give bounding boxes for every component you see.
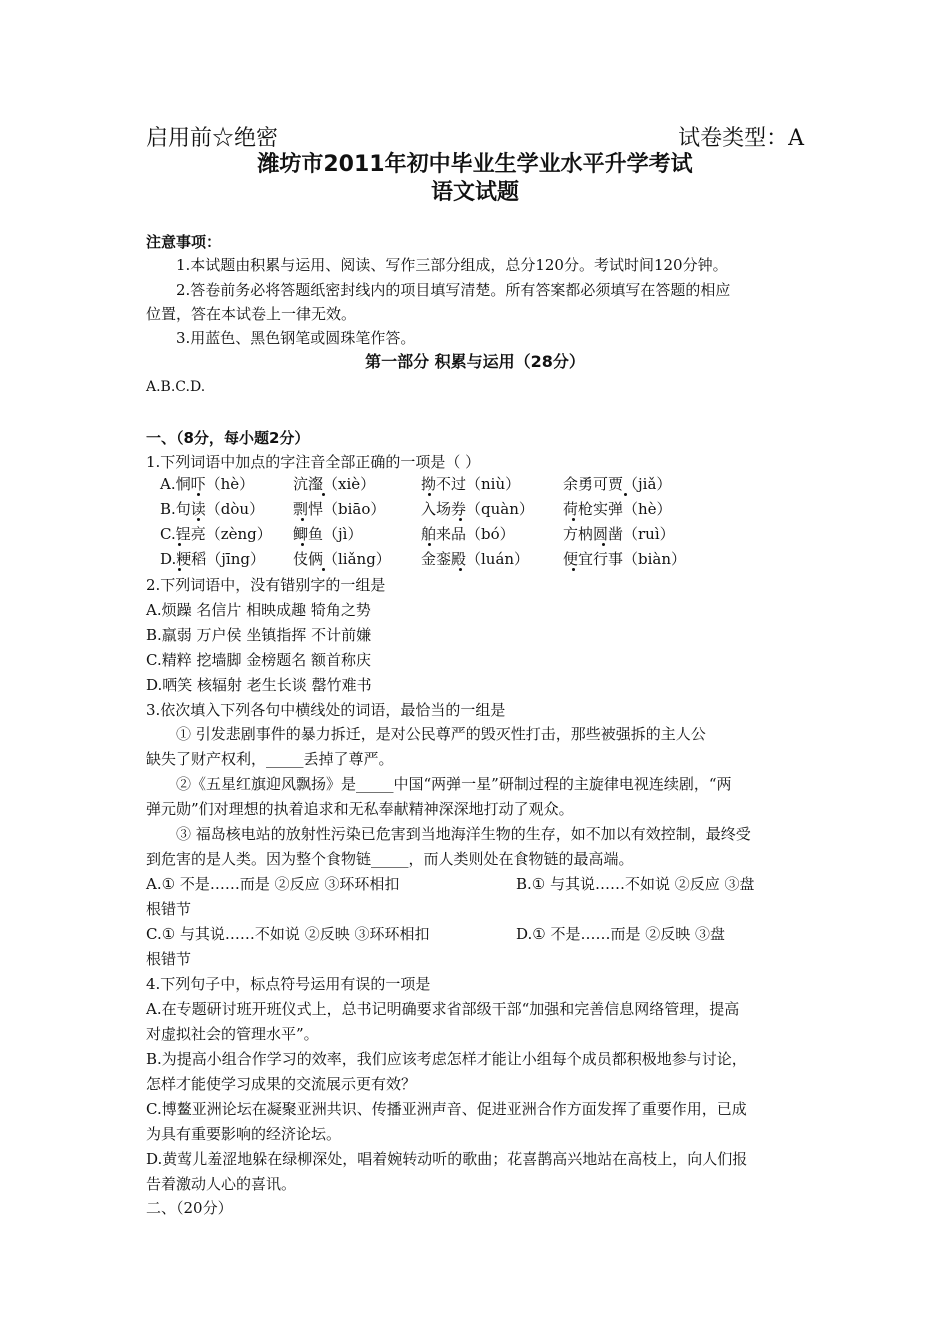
- q3-option: A.① 不是……而是 ②反应 ③环环相扣: [146, 875, 400, 893]
- q2-stem: 2.下列词语中，没有错别字的一组是: [146, 576, 386, 594]
- q1-option-cell: 金銮殿（luán）: [421, 550, 530, 568]
- emphasis-dot: [301, 518, 304, 521]
- q1-option-cell: 舶来品（bó）: [421, 525, 515, 543]
- emphasis-dot: [459, 518, 462, 521]
- q4-option: 怎样才能使学习成果的交流展示更有效？: [146, 1075, 417, 1093]
- confidential-label: 启用前☆绝密: [146, 126, 279, 151]
- notice-item: 2.答卷前务必将答题纸密封线内的项目填写清楚。所有答案都必须填写在答题的相应: [176, 281, 731, 299]
- q4-option: B.为提高小组合作学习的效率，我们应该考虑怎样才能让小组每个成员都积极地参与讨论，: [146, 1050, 747, 1068]
- emphasis-dot: [459, 568, 462, 571]
- emphasis-dot: [428, 543, 431, 546]
- q1-option-cell: 鲫鱼（jì）: [293, 525, 363, 543]
- q3-option: D.① 不是……而是 ②反映 ③盘: [516, 925, 726, 943]
- emphasis-dot: [197, 493, 200, 496]
- q2-option: B.羸弱 万户侯 坐镇指挥 不计前嫌: [146, 626, 372, 644]
- emphasis-dot: [602, 543, 605, 546]
- q1-option-cell: 方枘圆凿（ruì）: [563, 525, 675, 543]
- emphasis-dot: [572, 518, 575, 521]
- q2-option: D.哂笑 核辐射 老生长谈 罄竹难书: [146, 676, 372, 694]
- q4-option: D.黄莺儿羞涩地躲在绿柳深处，唱着婉转动听的歌曲；花喜鹊高兴地站在高枝上，向人们报: [146, 1150, 748, 1168]
- q1-option-cell: 拗不过（niù）: [421, 475, 521, 493]
- section1-heading: 一、（8分，每小题2分）: [146, 429, 310, 447]
- emphasis-dot: [428, 493, 431, 496]
- emphasis-dot: [322, 493, 325, 496]
- q1-option-cell: 沆瀣（xiè）: [293, 475, 376, 493]
- q1-option-cell: 荷枪实弹（hè）: [563, 500, 672, 518]
- emphasis-dot: [572, 568, 575, 571]
- q4-option: 对虚拟社会的管理水平”。: [146, 1025, 319, 1043]
- q3-option: 根错节: [146, 900, 192, 918]
- q1-option-cell: 伎俩（liǎng）: [293, 550, 391, 568]
- q1-option-cell: A.恫吓（hè）: [160, 475, 255, 493]
- q4-option: A.在专题研讨班开班仪式上，总书记明确要求省部级干部“加强和完善信息网络管理，提高: [146, 1000, 740, 1018]
- q1-option-cell: 剽悍（biāo）: [293, 500, 386, 518]
- q3-sentence: 缺失了财产权利，_____丢掉了尊严。: [146, 750, 394, 768]
- part1-title: 第一部分 积累与运用（28分）: [365, 352, 585, 371]
- q3-sentence: ③ 福岛核电站的放射性污染已危害到当地海洋生物的生存，如不加以有效控制，最终受: [176, 825, 751, 843]
- q1-option-cell: C.锃亮（zèng）: [160, 525, 272, 543]
- emphasis-dot: [197, 518, 200, 521]
- notice-heading: 注意事项：: [146, 233, 222, 251]
- emphasis-dot: [178, 543, 181, 546]
- answer-line: A.B.C.D.: [146, 379, 206, 395]
- emphasis-dot: [301, 543, 304, 546]
- section2-heading: 二、（20分）: [146, 1199, 233, 1217]
- q1-option-cell: 便宜行事（biàn）: [563, 550, 687, 568]
- q3-sentence: ②《五星红旗迎风飘扬》是_____中国“两弹一星”研制过程的主旋律电视连续剧，“两: [176, 775, 732, 793]
- exam-subtitle: 语文试题: [430, 180, 519, 205]
- emphasis-dot: [624, 493, 627, 496]
- notice-item: 1.本试题由积累与运用、阅读、写作三部分组成，总分120分。考试时间120分钟。: [176, 256, 728, 274]
- q3-option: 根错节: [146, 950, 192, 968]
- q4-option: 为具有重要影响的经济论坛。: [146, 1125, 342, 1143]
- q4-option: 告着激动人心的喜讯。: [146, 1175, 297, 1193]
- q4-stem: 4.下列句子中，标点符号运用有误的一项是: [146, 975, 431, 993]
- q3-sentence: 到危害的是人类。因为整个食物链_____，而人类则处在食物链的最高端。: [146, 850, 634, 868]
- emphasis-dot: [178, 568, 181, 571]
- q1-option-cell: B.句读（dòu）: [160, 500, 265, 518]
- q2-option: A.烦躁 名信片 相映成趣 犄角之势: [146, 601, 371, 619]
- q3-sentence: ① 引发悲剧事件的暴力拆迁，是对公民尊严的毁灭性打击，那些被强拆的主人公: [176, 725, 706, 743]
- q3-stem: 3.依次填入下列各句中横线处的词语，最恰当的一组是: [146, 701, 506, 719]
- q1-option-cell: 入场券（quàn）: [421, 500, 534, 518]
- q3-sentence: 弹元勋”们对理想的执着追求和无私奉献精神深深地打动了观众。: [146, 800, 574, 818]
- emphasis-dot: [322, 568, 325, 571]
- paper-type-label: 试卷类型：A: [678, 126, 804, 151]
- q3-option: B.① 与其说……不如说 ②反应 ③盘: [516, 875, 755, 893]
- q1-option-cell: D.粳稻（jīng）: [160, 550, 265, 568]
- q4-option: C.博鳌亚洲论坛在凝聚亚洲共识、传播亚洲声音、促进亚洲合作方面发挥了重要作用，已成: [146, 1100, 747, 1118]
- q3-option: C.① 与其说……不如说 ②反映 ③环环相扣: [146, 925, 430, 943]
- q1-option-cell: 余勇可贾（jiǎ）: [563, 475, 672, 493]
- notice-item: 位置，答在本试卷上一律无效。: [146, 305, 357, 323]
- notice-item: 3.用蓝色、黑色钢笔或圆珠笔作答。: [176, 329, 416, 347]
- exam-title: 潍坊市2011年初中毕业生学业水平升学考试: [257, 152, 693, 177]
- q2-option: C.精粹 挖墙脚 金榜题名 额首称庆: [146, 651, 372, 669]
- q1-stem: 1.下列词语中加点的字注音全部正确的一项是（ ）: [146, 453, 481, 471]
